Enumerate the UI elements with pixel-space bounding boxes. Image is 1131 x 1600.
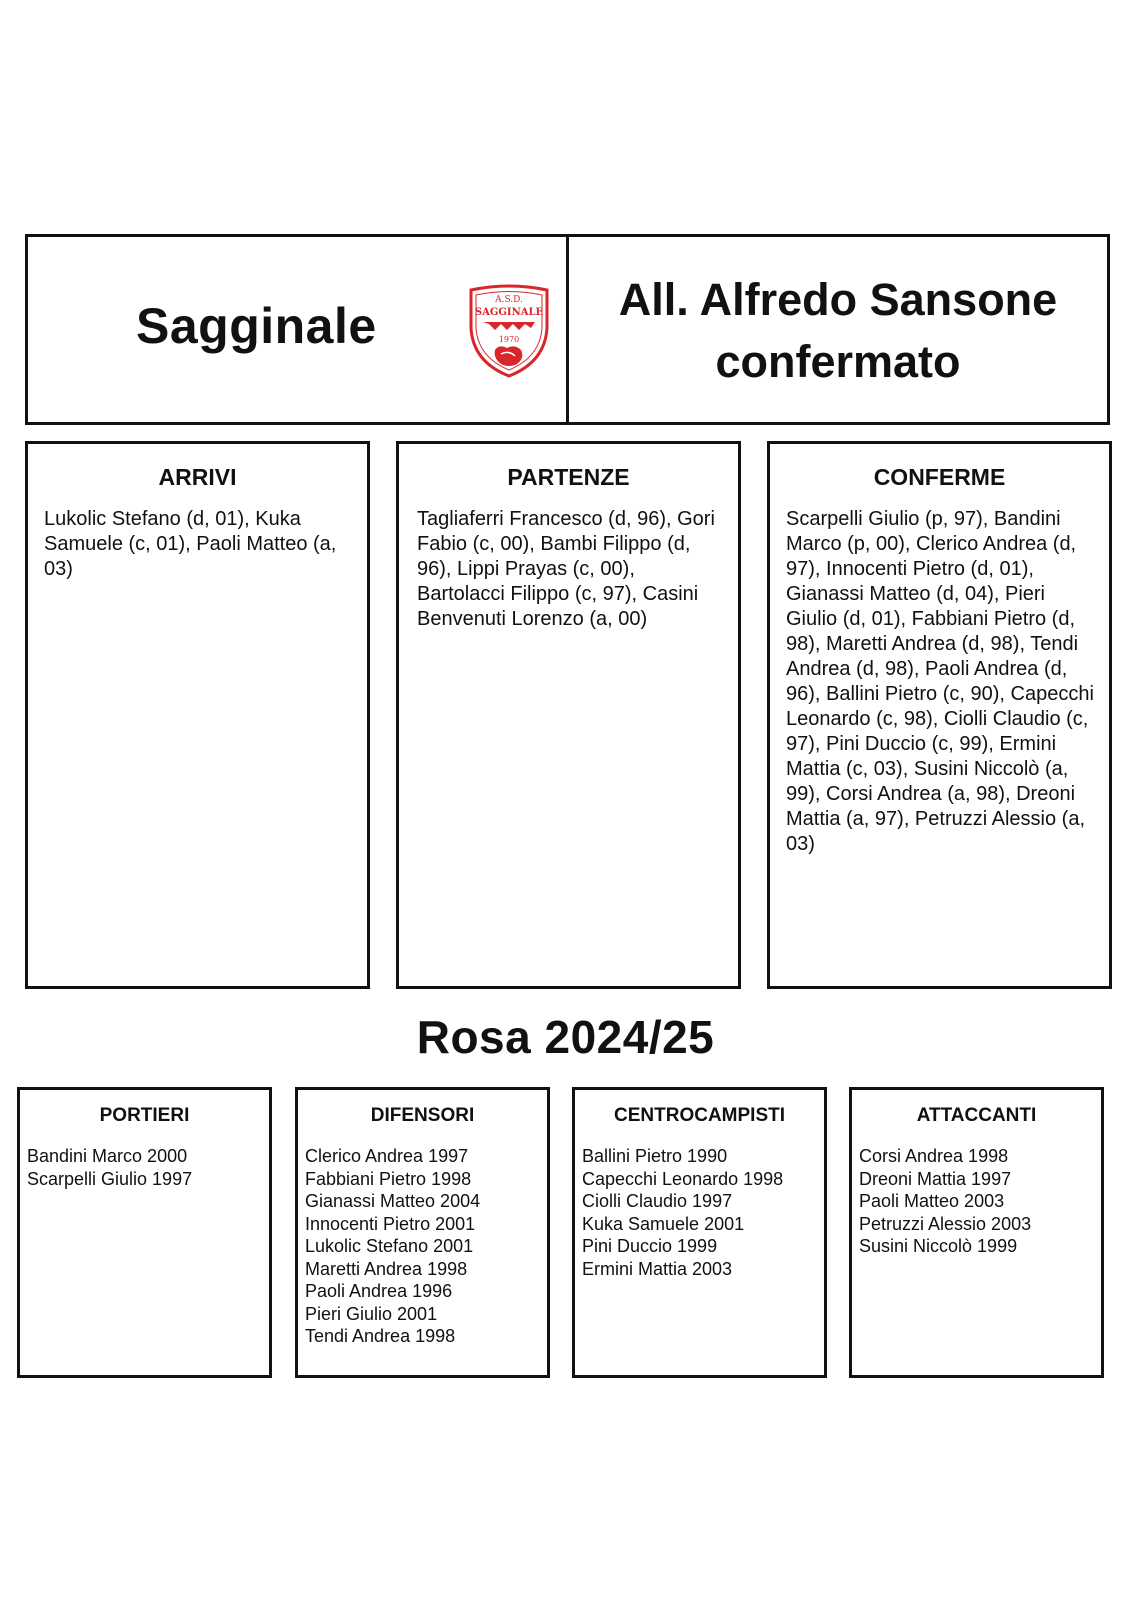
player-item: Paoli Matteo 2003 <box>859 1191 1005 1211</box>
departures-text: Tagliaferri Francesco (d, 96), Gori Fabio (c, 00), Bambi Filippo (d, 96), Lippi Prayas (c, 00), Bartolacci Filippo (c, 97), Casini Benvenuti Lorenzo (a, 00) <box>417 508 715 630</box>
confirmations-title: CONFERME <box>873 464 1006 490</box>
club-crest-logo <box>465 284 553 380</box>
player-item: Ciolli Claudio 1997 <box>582 1191 733 1211</box>
player-item: Kuka Samuele 2001 <box>582 1213 745 1234</box>
forwards-list <box>859 1145 1097 1258</box>
defenders-list <box>305 1145 543 1348</box>
player-item: Tendi Andrea 1998 <box>305 1326 456 1346</box>
player-item: Bandini Marco 2000 <box>27 1146 188 1166</box>
arrivals-box <box>25 441 370 989</box>
player-item: Clerico Andrea 1997 <box>305 1146 469 1166</box>
forwards-title: ATTACCANTI <box>916 1105 1037 1126</box>
goalkeepers-box <box>17 1087 272 1378</box>
player-item: Gianassi Matteo 2004 <box>305 1191 481 1211</box>
player-item: Paoli Andrea 1996 <box>305 1281 453 1301</box>
departures-title: PARTENZE <box>507 464 630 490</box>
player-item: Pieri Giulio 2001 <box>305 1303 438 1324</box>
confirmations-box <box>767 441 1112 989</box>
forwards-box <box>849 1087 1104 1378</box>
midfielders-title: CENTROCAMPISTI <box>614 1105 785 1126</box>
defenders-box <box>295 1087 550 1378</box>
logo-year: 1970 <box>498 335 520 344</box>
midfielders-list <box>582 1145 820 1280</box>
arrivals-title: ARRIVI <box>158 464 237 490</box>
player-item: Fabbiani Pietro 1998 <box>305 1168 472 1189</box>
player-item: Corsi Andrea 1998 <box>859 1146 1009 1166</box>
coach-header-box <box>566 234 1110 425</box>
midfielders-box <box>572 1087 827 1378</box>
logo-club-name: SAGGINALE <box>474 307 544 318</box>
player-item: Petruzzi Alessio 2003 <box>859 1213 1032 1234</box>
defenders-title: DIFENSORI <box>370 1105 475 1126</box>
team-header-box <box>25 234 569 425</box>
coach-name-line: All. Alfredo Sansone <box>618 274 1058 325</box>
team-name: Sagginale <box>136 298 377 354</box>
goalkeepers-list <box>27 1145 265 1190</box>
player-item: Maretti Andrea 1998 <box>305 1258 468 1279</box>
player-item: Scarpelli Giulio 1997 <box>27 1168 193 1189</box>
player-item: Capecchi Leonardo 1998 <box>582 1168 784 1189</box>
coach-announcement <box>569 269 1107 393</box>
player-item: Innocenti Pietro 2001 <box>305 1213 476 1234</box>
player-item: Susini Niccolò 1999 <box>859 1236 1018 1256</box>
player-item: Ballini Pietro 1990 <box>582 1146 728 1166</box>
player-item: Ermini Mattia 2003 <box>582 1258 733 1279</box>
departures-box <box>396 441 741 989</box>
player-item: Pini Duccio 1999 <box>582 1236 718 1256</box>
confirmations-text: Scarpelli Giulio (p, 97), Bandini Marco (p, 00), Clerico Andrea (d, 97), Innocenti Pietro (d, 01), Gianassi Matteo (d, 04), Pieri Giulio (d, 01), Fabbiani Pietro (d, 98), Maretti Andrea (d, 98), Tendi Andrea (d, 98), Paoli Andrea (d, 96), Ballini Pietro (c, 90), Capecchi Leonardo (c, 98), Ciolli Claudio (c, 97), Pini Duccio (c, 99), Ermini Mattia (c, 03), Susini Niccolò (a, 99), Corsi Andrea (a, 98), Dreoni Mattia (a, 97), Petruzzi Alessio (a, 03) <box>786 508 1094 855</box>
player-item: Dreoni Mattia 1997 <box>859 1168 1012 1189</box>
player-item: Lukolic Stefano 2001 <box>305 1236 474 1256</box>
roster-title: Rosa 2024/25 <box>416 1011 715 1063</box>
coach-status-line: confermato <box>715 336 961 387</box>
goalkeepers-title: PORTIERI <box>99 1105 190 1126</box>
arrivals-text: Lukolic Stefano (d, 01), Kuka Samuele (c, 01), Paoli Matteo (a, 03) <box>44 508 337 580</box>
logo-abbrev: A.S.D. <box>495 295 523 305</box>
